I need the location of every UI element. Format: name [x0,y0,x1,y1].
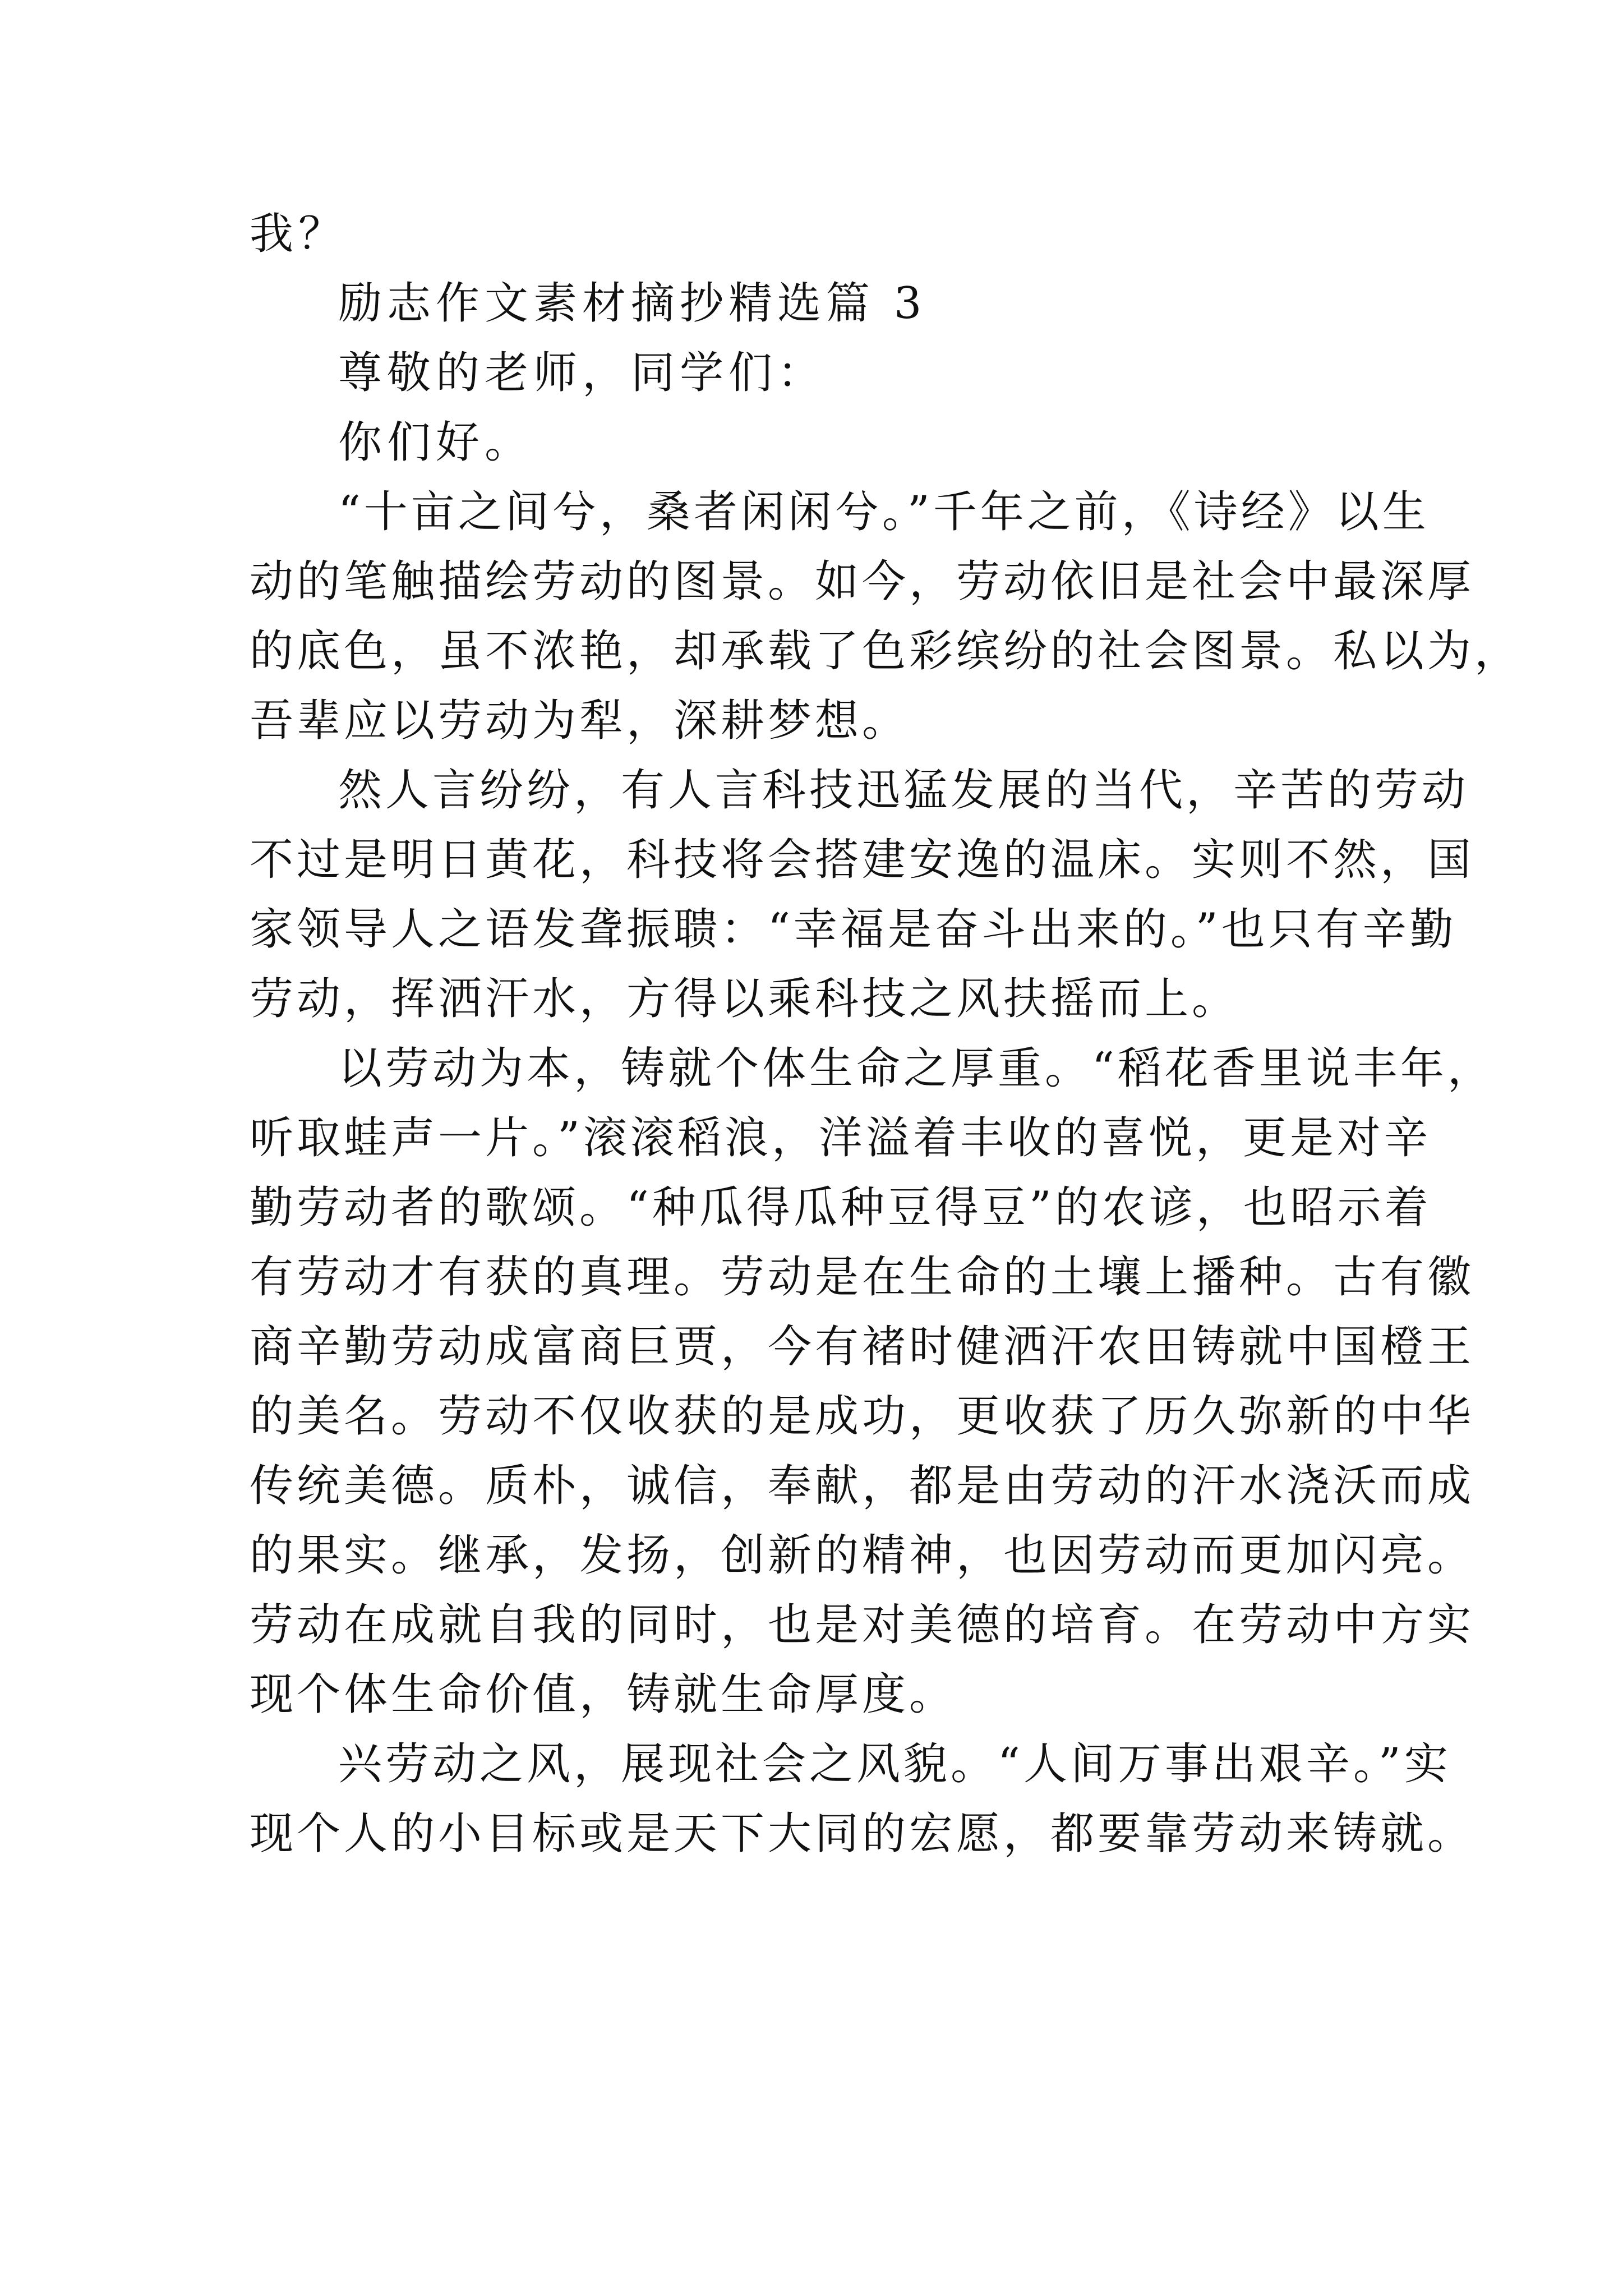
text-line: 家领导人之语发聋振聩：“幸福是奋斗出来的。”也只有辛勤 [250,904,1457,955]
text-line: 然人言纷纷，有人言科技迅猛发展的当代，辛苦的劳动 [338,765,1469,816]
text-line: 以劳动为本，铸就个体生命之厚重。“稻花香里说丰年， [338,1043,1495,1094]
section-heading: 励志作文素材摘抄精选篇 3 [338,278,927,329]
salutation: 尊敬的老师，同学们： [338,348,827,398]
text-line: 不过是明日黄花，科技将会搭建安逸的温床。实则不然，国 [250,835,1475,885]
text-line: 商辛勤劳动成富商巨贾，今有褚时健洒汗农田铸就中国橙王 [250,1322,1475,1372]
text-line: 劳动在成就自我的同时，也是对美德的培育。在劳动中方实 [250,1600,1475,1650]
paragraph [250,756,1475,1034]
text-line: 有劳动才有获的真理。劳动是在生命的土壤上播种。古有徽 [250,1252,1475,1303]
document-body [250,199,1522,1869]
text-line: 兴劳动之风，展现社会之风貌。“人间万事出艰辛。”实 [338,1739,1451,1789]
text-line: 我？ [250,209,348,259]
text-line: 现个人的小目标或是天下大同的宏愿，都要靠劳动来铸就。 [250,1809,1475,1859]
text-line: 传统美德。质朴，诚信，奉献，都是由劳动的汗水浇沃而成 [250,1461,1475,1511]
greeting: 你们好。 [338,417,534,468]
text-line: 劳动，挥洒汗水，方得以乘科技之风扶摇而上。 [250,974,1239,1024]
paragraph [250,477,1522,756]
text-line: 听取蛙声一片。”滚滚稻浪，洋溢着丰收的喜悦，更是对辛 [250,1113,1431,1163]
paragraph [250,1729,1475,1869]
text-line: 的美名。劳动不仅收获的是成功，更收获了历久弥新的中华 [250,1391,1475,1442]
text-line: 勤劳动者的歌颂。“种瓜得瓜种豆得豆”的农谚，也昭示着 [250,1182,1432,1233]
text-line: 的果实。继承，发扬，创新的精神，也因劳动而更加闪亮。 [250,1530,1475,1581]
text-line: “十亩之间兮，桑者闲闲兮。”千年之前，《诗经》以生 [338,487,1430,537]
paragraph [250,1034,1495,1729]
text-line: 现个体生命价值，铸就生命厚度。 [250,1669,957,1720]
text-line: 的底色，虽不浓艳，却承载了色彩缤纷的社会图景。私以为， [250,626,1522,677]
text-line: 吾辈应以劳动为犁，深耕梦想。 [250,696,910,746]
text-line: 动的笔触描绘劳动的图景。如今，劳动依旧是社会中最深厚 [250,556,1475,607]
